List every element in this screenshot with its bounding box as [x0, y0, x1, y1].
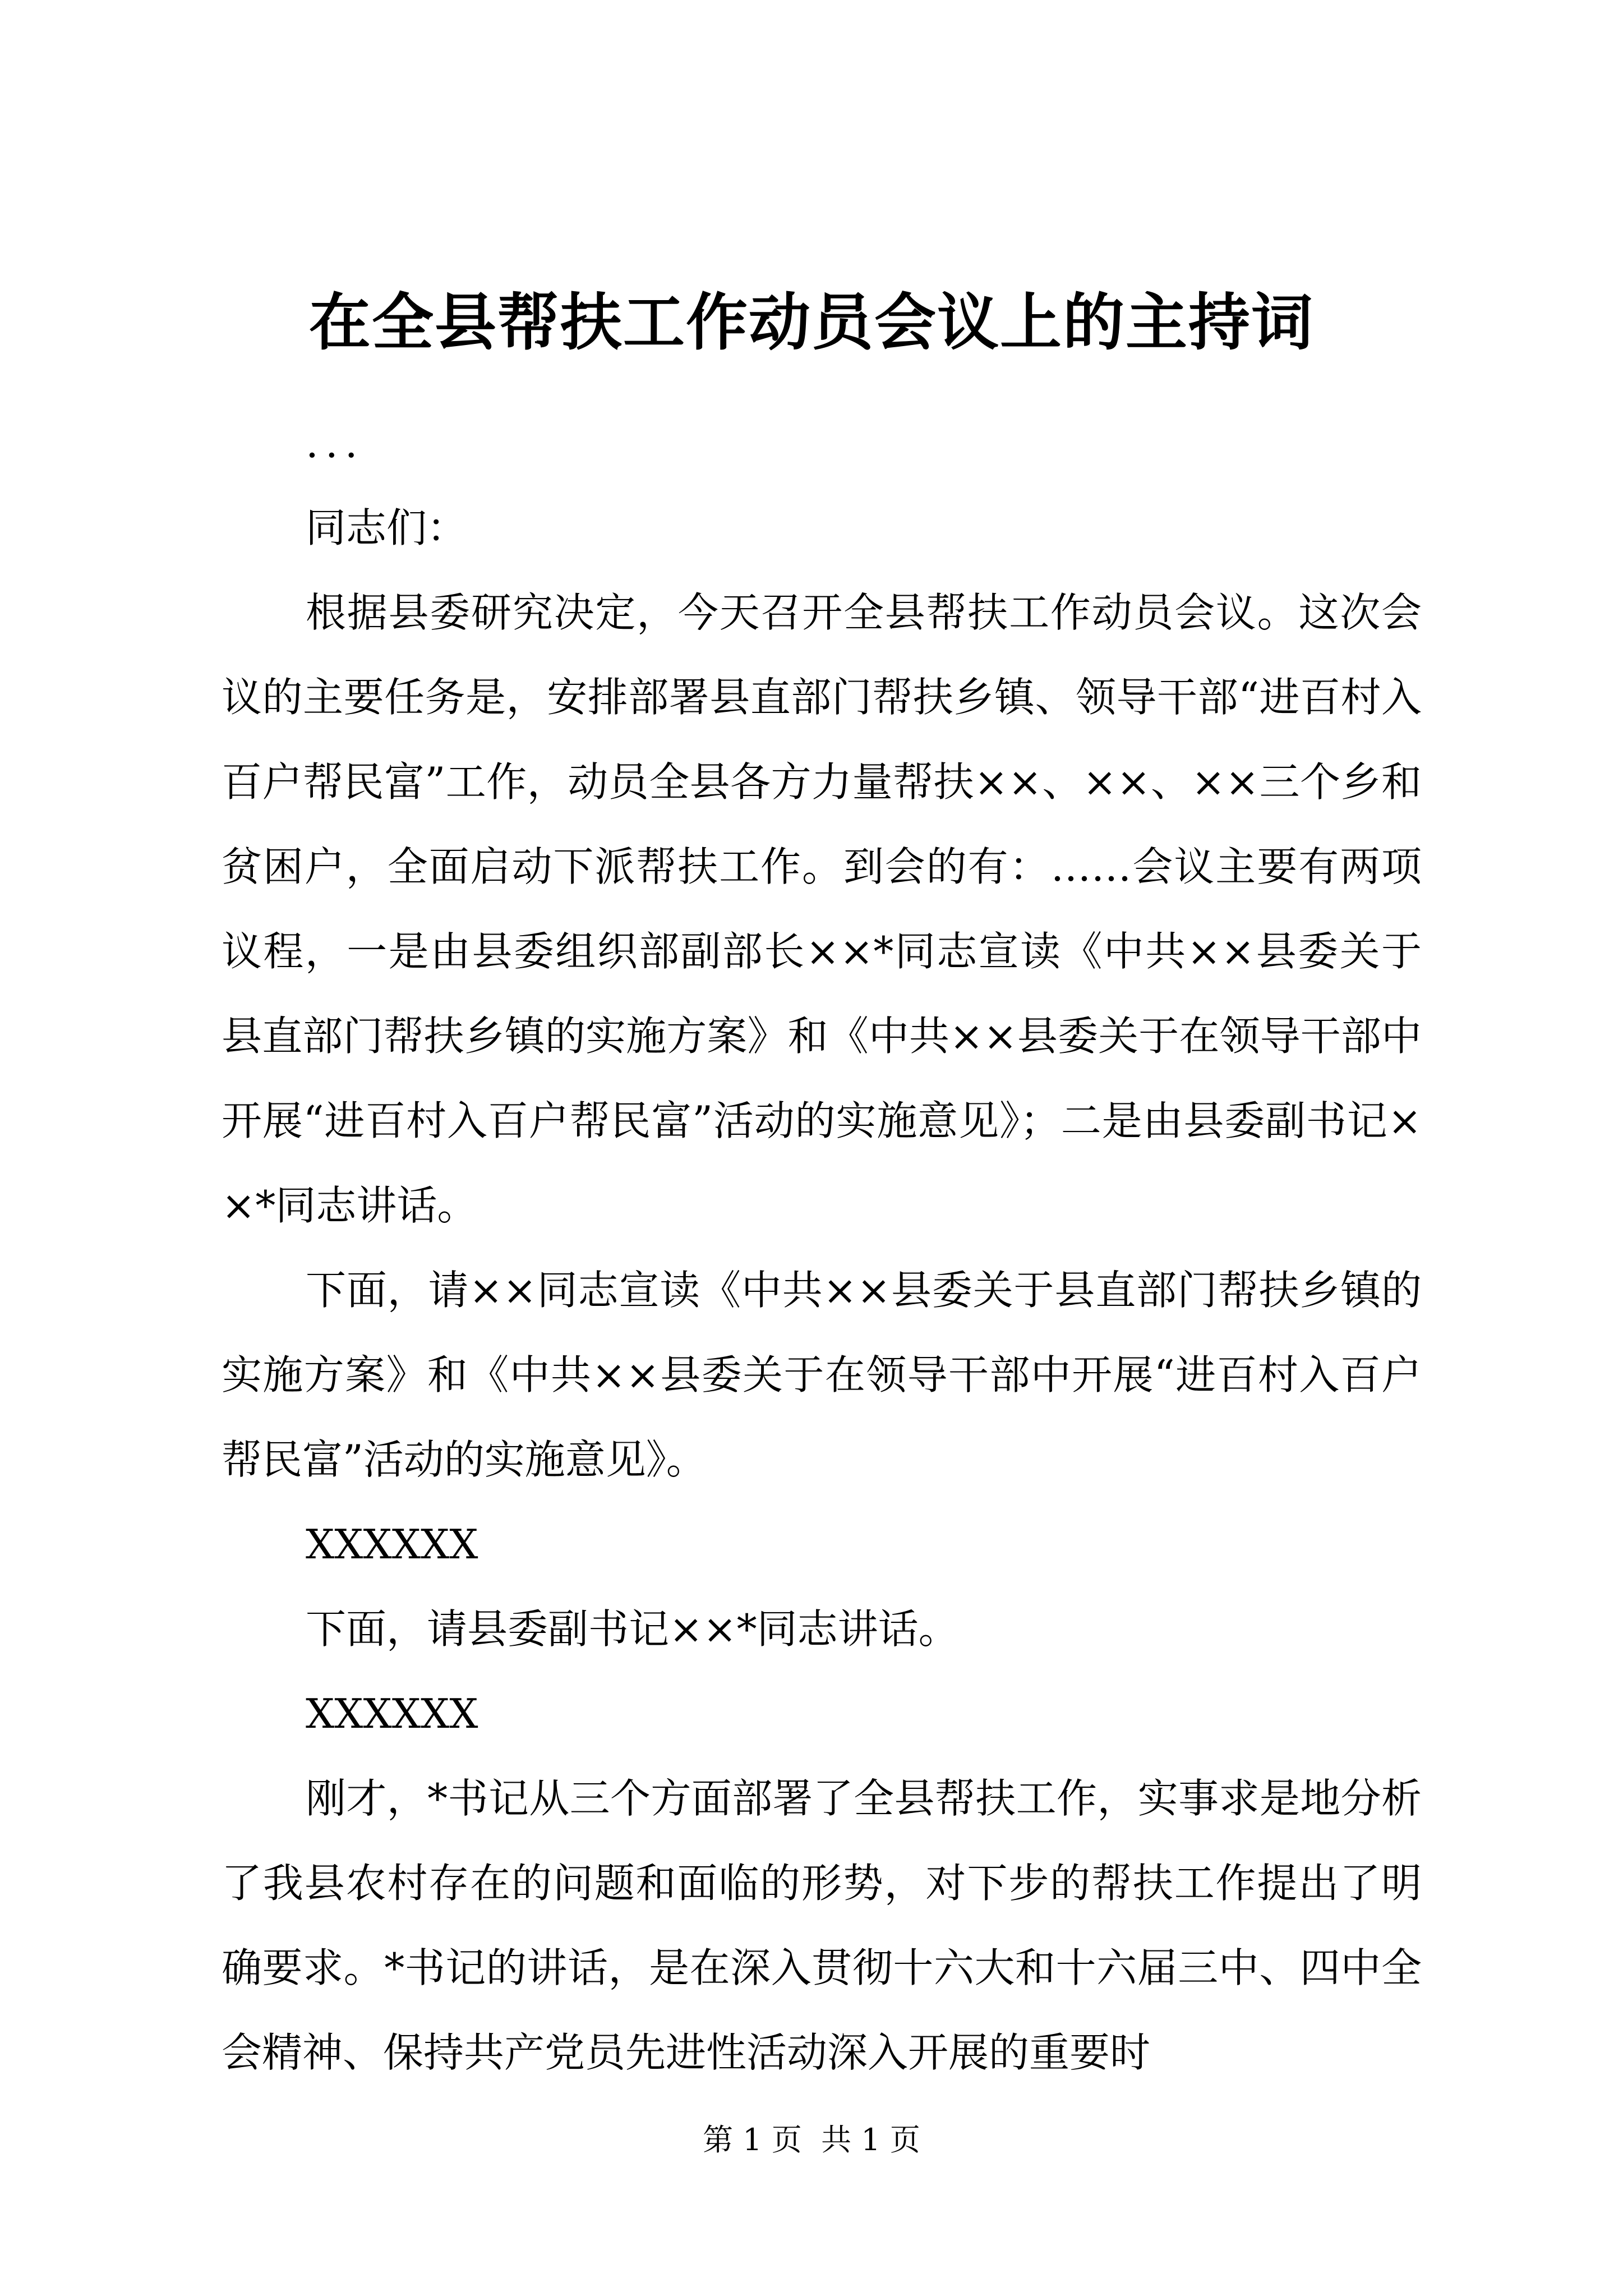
- paragraph-placeholder: XXXXXX: [306, 1690, 478, 1737]
- paragraph-speech-request: 下面，请县委副书记××*同志讲话。: [306, 1605, 959, 1653]
- document-title: 在全县帮扶工作动员会议上的主持词: [309, 287, 1314, 358]
- paragraph-ellipsis: ...: [306, 420, 365, 467]
- page-footer: [0, 2118, 1623, 2162]
- paragraph-summary: 刚才，*书记从三个方面部署了全县帮扶工作，实事求是地分析了我县农村存在的问题和面临的形势，对下步的帮扶工作提出了明确要求。*书记的讲话，是在深入贯彻十六大和十六届三中、四中全会精神、保持共产党员先进性活动深入开展的重要时: [222, 1775, 1422, 2076]
- paragraph-reading-request: 下面，请××同志宣读《中共××县委关于县直部门帮扶乡镇的实施方案》和《中共××县委关于在领导干部中开展“进百村入百户帮民富”活动的实施意见》。: [222, 1267, 1422, 1483]
- page-number: 第 1 页 共 1 页: [703, 2122, 920, 2157]
- paragraph-opening: 根据县委研究决定，今天召开全县帮扶工作动员会议。这次会议的主要任务是，安排部署县直部门帮扶乡镇、领导干部“进百村入百户帮民富”工作，动员全县各方力量帮扶××、××、××三个乡和贫困户，全面启动下派帮扶工作。到会的有：……会议主要有两项议程，一是由县委组织部副部长××*同志宣读《中共××县委关于县直部门帮扶乡镇的实施方案》和《中共××县委关于在领导干部中开展“进百村入百户帮民富”活动的实施意见》；二是由县委副书记××*同志讲话。: [222, 589, 1422, 1229]
- paragraph-placeholder: XXXXXX: [306, 1521, 478, 1568]
- document-body: [222, 401, 1422, 2095]
- paragraph-salutation: 同志们：: [306, 504, 468, 551]
